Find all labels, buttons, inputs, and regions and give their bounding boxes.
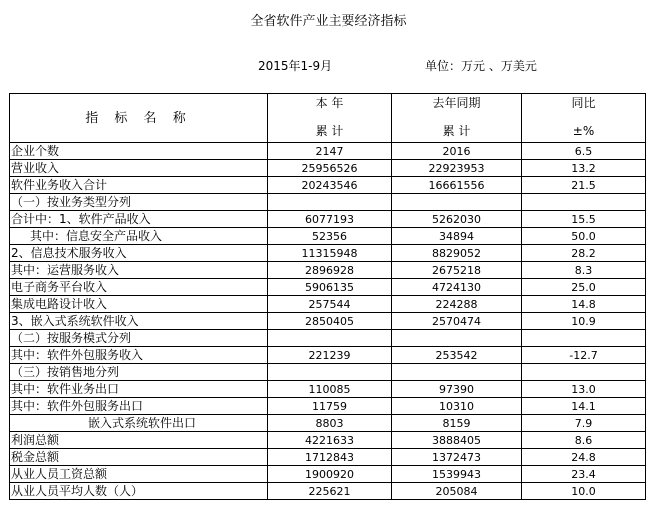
report-unit: 单位：万元 、万美元 <box>425 59 537 73</box>
row-label: 从业人员平均人数（人） <box>10 483 268 500</box>
row-previous-value: 224288 <box>392 296 522 313</box>
row-previous-value: 2570474 <box>392 313 522 330</box>
header-growth-bottom: ±% <box>572 124 595 138</box>
row-growth-value: 10.9 <box>522 313 646 330</box>
table-row <box>10 313 646 330</box>
row-previous-value: 8829052 <box>392 245 522 262</box>
row-growth-value: 14.8 <box>522 296 646 313</box>
row-current-value: 225621 <box>268 483 392 500</box>
row-previous-value: 10310 <box>392 398 522 415</box>
header-previous-top: 去年同期 <box>432 96 481 110</box>
row-current-value: 4221633 <box>268 432 392 449</box>
row-label: （二）按服务模式分列 <box>10 330 268 347</box>
header-growth-top: 同比 <box>571 96 596 110</box>
row-previous-value: 34894 <box>392 228 522 245</box>
row-previous-value <box>392 330 522 347</box>
row-growth-value: 6.5 <box>522 143 646 160</box>
row-current-value: 2147 <box>268 143 392 160</box>
row-label: 其中：信息安全产品收入 <box>10 228 268 245</box>
table-row <box>10 432 646 449</box>
table-row <box>10 228 646 245</box>
row-growth-value: 21.5 <box>522 177 646 194</box>
table-row <box>10 194 646 211</box>
indicators-table <box>9 93 646 500</box>
row-current-value: 20243546 <box>268 177 392 194</box>
row-growth-value: 8.3 <box>522 262 646 279</box>
report-title: 全省软件产业主要经济指标 <box>250 14 407 29</box>
row-label: 其中：软件外包服务出口 <box>10 398 268 415</box>
row-previous-value: 97390 <box>392 381 522 398</box>
row-current-value: 2850405 <box>268 313 392 330</box>
row-growth-value <box>522 364 646 381</box>
row-previous-value: 3888405 <box>392 432 522 449</box>
row-growth-value: 13.0 <box>522 381 646 398</box>
header-current-year <box>268 94 392 143</box>
row-growth-value: 8.6 <box>522 432 646 449</box>
table-row <box>10 449 646 466</box>
row-previous-value: 4724130 <box>392 279 522 296</box>
table-row <box>10 177 646 194</box>
table-row <box>10 262 646 279</box>
row-label: 3、嵌入式系统软件收入 <box>10 313 268 330</box>
row-current-value: 2896928 <box>268 262 392 279</box>
row-label: （三）按销售地分列 <box>10 364 268 381</box>
row-growth-value: 24.8 <box>522 449 646 466</box>
row-growth-value: 10.0 <box>522 483 646 500</box>
row-growth-value: 15.5 <box>522 211 646 228</box>
row-growth-value: 14.1 <box>522 398 646 415</box>
row-label: 嵌入式系统软件出口 <box>10 415 268 432</box>
row-growth-value: 28.2 <box>522 245 646 262</box>
header-current-top: 本 年 <box>315 96 344 110</box>
row-label: 2、信息技术服务收入 <box>10 245 268 262</box>
row-current-value: 1712843 <box>268 449 392 466</box>
row-previous-value: 2675218 <box>392 262 522 279</box>
row-current-value: 110085 <box>268 381 392 398</box>
table-header-row <box>10 94 646 143</box>
table-row <box>10 245 646 262</box>
row-current-value: 11315948 <box>268 245 392 262</box>
row-previous-value: 5262030 <box>392 211 522 228</box>
row-current-value <box>268 194 392 211</box>
row-label: 电子商务平台收入 <box>10 279 268 296</box>
table-row <box>10 160 646 177</box>
row-growth-value: 7.9 <box>522 415 646 432</box>
row-label: （一）按业务类型分列 <box>10 194 268 211</box>
table-row <box>10 347 646 364</box>
row-previous-value: 1372473 <box>392 449 522 466</box>
row-growth-value: 50.0 <box>522 228 646 245</box>
row-growth-value <box>522 330 646 347</box>
row-label: 其中：软件业务出口 <box>10 381 268 398</box>
table-row <box>10 330 646 347</box>
row-growth-value: -12.7 <box>522 347 646 364</box>
table-row <box>10 381 646 398</box>
row-current-value: 11759 <box>268 398 392 415</box>
row-growth-value <box>522 194 646 211</box>
row-current-value <box>268 364 392 381</box>
row-growth-value: 13.2 <box>522 160 646 177</box>
table-row <box>10 483 646 500</box>
row-previous-value: 8159 <box>392 415 522 432</box>
table-row <box>10 296 646 313</box>
row-current-value: 221239 <box>268 347 392 364</box>
row-previous-value: 253542 <box>392 347 522 364</box>
report-period: 2015年1-9月 <box>258 59 333 73</box>
table-row <box>10 279 646 296</box>
row-previous-value <box>392 364 522 381</box>
row-label: 利润总额 <box>10 432 268 449</box>
table-row <box>10 143 646 160</box>
table-row <box>10 364 646 381</box>
row-label: 从业人员工资总额 <box>10 466 268 483</box>
table-row <box>10 415 646 432</box>
row-current-value: 8803 <box>268 415 392 432</box>
row-label: 软件业务收入合计 <box>10 177 268 194</box>
header-growth <box>522 94 646 143</box>
row-previous-value: 2016 <box>392 143 522 160</box>
row-current-value: 1900920 <box>268 466 392 483</box>
table-row <box>10 398 646 415</box>
header-previous-year <box>392 94 522 143</box>
row-label: 其中：软件外包服务收入 <box>10 347 268 364</box>
row-current-value: 5906135 <box>268 279 392 296</box>
row-previous-value <box>392 194 522 211</box>
row-current-value <box>268 330 392 347</box>
row-previous-value: 16661556 <box>392 177 522 194</box>
header-current-bottom: 累 计 <box>315 124 344 138</box>
row-current-value: 257544 <box>268 296 392 313</box>
row-growth-value: 25.0 <box>522 279 646 296</box>
row-current-value: 6077193 <box>268 211 392 228</box>
table-row <box>10 466 646 483</box>
header-previous-bottom: 累 计 <box>442 124 471 138</box>
row-growth-value: 23.4 <box>522 466 646 483</box>
header-indicator-name: 指 标 名 称 <box>10 94 268 143</box>
row-previous-value: 1539943 <box>392 466 522 483</box>
row-current-value: 52356 <box>268 228 392 245</box>
row-previous-value: 205084 <box>392 483 522 500</box>
table-row <box>10 211 646 228</box>
row-label: 营业收入 <box>10 160 268 177</box>
row-label: 合计中：1、软件产品收入 <box>10 211 268 228</box>
row-label: 税金总额 <box>10 449 268 466</box>
row-previous-value: 22923953 <box>392 160 522 177</box>
row-current-value: 25956526 <box>268 160 392 177</box>
row-label: 企业个数 <box>10 143 268 160</box>
row-label: 其中：运营服务收入 <box>10 262 268 279</box>
row-label: 集成电路设计收入 <box>10 296 268 313</box>
